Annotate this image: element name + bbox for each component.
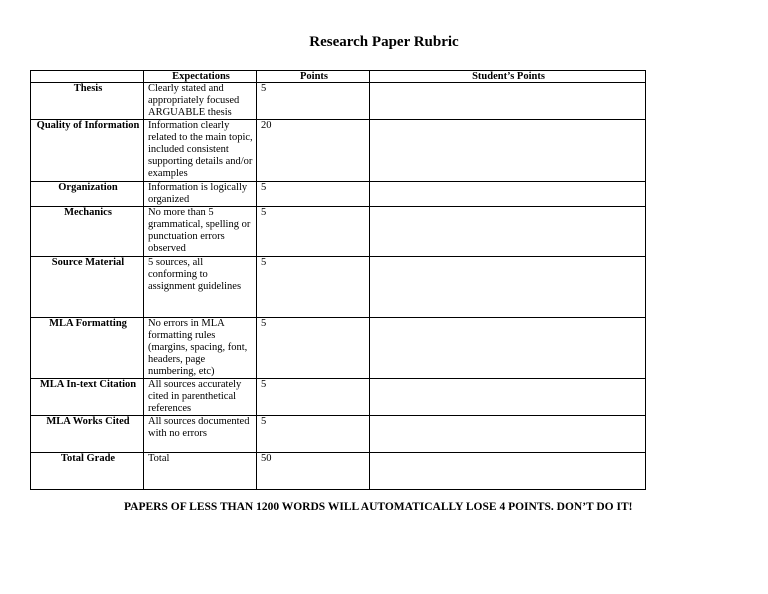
row-points: 50 bbox=[257, 453, 370, 490]
header-points: Points bbox=[257, 71, 370, 83]
table-row bbox=[31, 453, 646, 490]
table-row bbox=[31, 182, 646, 207]
header-students-points: Student’s Points bbox=[370, 71, 646, 83]
row-students-points bbox=[370, 120, 646, 182]
row-students-points bbox=[370, 257, 646, 318]
row-points: 5 bbox=[257, 257, 370, 318]
table-row bbox=[31, 83, 646, 120]
row-students-points bbox=[370, 83, 646, 120]
row-expectations: Clearly stated and appropriately focused ARGUABLE thesis bbox=[144, 83, 257, 120]
row-students-points bbox=[370, 318, 646, 379]
row-expectations: Information clearly related to the main topic, included consistent supporting details and/or examples bbox=[144, 120, 257, 182]
row-category: Source Material bbox=[31, 257, 144, 318]
row-expectations: 5 sources, all conforming to assignment guidelines bbox=[144, 257, 257, 318]
row-points: 5 bbox=[257, 207, 370, 257]
row-category: MLA Works Cited bbox=[31, 416, 144, 453]
row-points: 20 bbox=[257, 120, 370, 182]
row-students-points bbox=[370, 453, 646, 490]
row-students-points bbox=[370, 416, 646, 453]
row-category: Mechanics bbox=[31, 207, 144, 257]
header-row bbox=[31, 71, 646, 83]
rubric-table bbox=[30, 70, 646, 490]
row-expectations: All sources documented with no errors bbox=[144, 416, 257, 453]
row-category: Quality of Information bbox=[31, 120, 144, 182]
row-expectations: All sources accurately cited in parenthetical references bbox=[144, 379, 257, 416]
row-category: Total Grade bbox=[31, 453, 144, 490]
row-category: Thesis bbox=[31, 83, 144, 120]
table-row bbox=[31, 207, 646, 257]
table-row bbox=[31, 379, 646, 416]
row-expectations: Total bbox=[144, 453, 257, 490]
row-students-points bbox=[370, 379, 646, 416]
row-category: Organization bbox=[31, 182, 144, 207]
table-row bbox=[31, 120, 646, 182]
table-row bbox=[31, 257, 646, 318]
page-title: Research Paper Rubric bbox=[309, 34, 459, 50]
header-category bbox=[31, 71, 144, 83]
row-points: 5 bbox=[257, 318, 370, 379]
word-count-warning: PAPERS OF LESS THAN 1200 WORDS WILL AUTOMATICALLY LOSE 4 POINTS. DON’T DO IT! bbox=[124, 501, 633, 513]
row-expectations: No more than 5 grammatical, spelling or punctuation errors observed bbox=[144, 207, 257, 257]
row-expectations: Information is logically organized bbox=[144, 182, 257, 207]
table-row bbox=[31, 416, 646, 453]
row-points: 5 bbox=[257, 182, 370, 207]
row-students-points bbox=[370, 182, 646, 207]
row-points: 5 bbox=[257, 83, 370, 120]
row-points: 5 bbox=[257, 416, 370, 453]
row-expectations: No errors in MLA formatting rules (margins, spacing, font, headers, page numbering, etc) bbox=[144, 318, 257, 379]
table-row bbox=[31, 318, 646, 379]
row-category: MLA Formatting bbox=[31, 318, 144, 379]
row-category: MLA In-text Citation bbox=[31, 379, 144, 416]
row-points: 5 bbox=[257, 379, 370, 416]
header-expectations: Expectations bbox=[144, 71, 257, 83]
row-students-points bbox=[370, 207, 646, 257]
